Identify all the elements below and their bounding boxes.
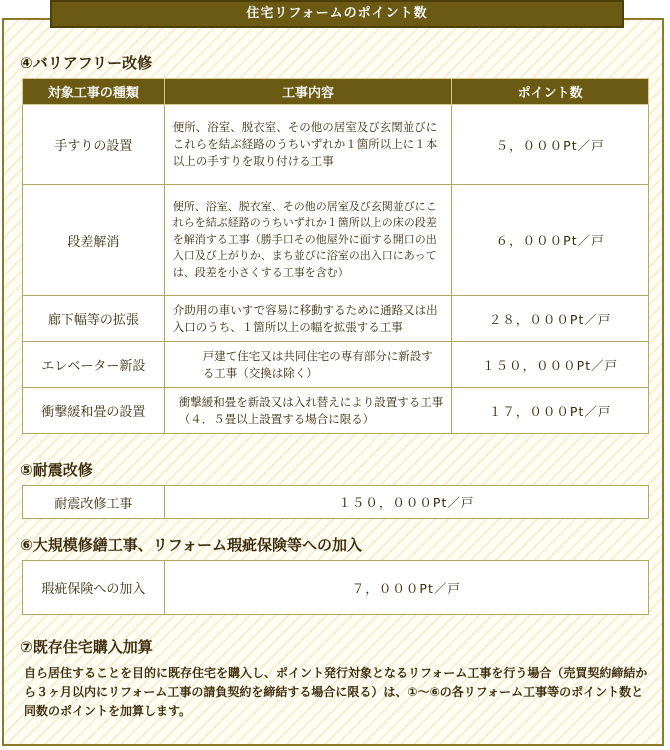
table-row	[23, 388, 649, 434]
work-type-name: エレベーター新設	[23, 342, 165, 388]
points-value: ７，０００Pt／戸	[164, 561, 648, 615]
section-heading-renovation-insurance: ⑥大規模修繕工事、リフォーム瑕疵保険等への加入	[20, 536, 362, 554]
work-description: 戸建て住宅又は共同住宅の専有部分に新設する工事（交換は除く）	[164, 342, 452, 388]
points-value: ６，０００Pt／戸	[452, 185, 649, 296]
work-description: 便所、浴室、脱衣室、その他の居室及び玄関並びにこれらを結ぶ経路のうちいずれか１箇所以上の床の段差を解消する工事（勝手口その他屋外に面する開口の出入口及び上がりか、まち並びに浴室の出入口にあっては、段差を小さくする工事を含む）	[164, 185, 452, 296]
column-header-type: 対象工事の種類	[23, 79, 165, 105]
work-description: 衝撃緩和畳を新設又は入れ替えにより設置する工事（４．５畳以上設置する場合に限る）	[164, 388, 452, 434]
page-title: 住宅リフォームのポイント数	[50, 0, 624, 28]
work-description: 介助用の車いすで容易に移動するために通路又は出入口のうち、１箇所以上の幅を拡張する工事	[164, 296, 452, 342]
points-value: １５０，０００Pt／戸	[164, 486, 648, 519]
work-description: 便所、浴室、脱衣室、その他の居室及び玄関並びにこれらを結ぶ経路のうちいずれか１箇所以上に１本以上の手すりを取り付ける工事	[164, 105, 452, 185]
points-value: １７，０００Pt／戸	[452, 388, 649, 434]
work-type-name: 廊下幅等の拡張	[23, 296, 165, 342]
column-header-points: ポイント数	[452, 79, 649, 105]
table-row	[23, 185, 649, 296]
section-heading-seismic: ⑤耐震改修	[20, 461, 93, 479]
table-row	[23, 561, 649, 615]
points-value: １５０，０００Pt／戸	[452, 342, 649, 388]
table-row	[23, 342, 649, 388]
seismic-table	[22, 485, 649, 519]
table-header-row	[23, 79, 649, 105]
work-type-name: 耐震改修工事	[23, 486, 165, 519]
existing-home-purchase-note: 自ら居住することを目的に既存住宅を購入し、ポイント発行対象となるリフォーム工事を行う場合（売買契約締結から３ヶ月以内にリフォーム工事の請負契約を締結する場合に限る）は、①～⑥の各リフォーム工事等のポイント数と同数のポイントを加算します。	[24, 666, 648, 718]
points-value: ２８，０００Pt／戸	[452, 296, 649, 342]
section-heading-existing-home-purchase: ⑦既存住宅購入加算	[20, 638, 153, 656]
section-heading-barrier-free: ④バリアフリー改修	[20, 54, 153, 72]
insurance-table	[22, 560, 649, 615]
table-row	[23, 105, 649, 185]
table-row	[23, 486, 649, 519]
points-value: ５，０００Pt／戸	[452, 105, 649, 185]
column-header-content: 工事内容	[164, 79, 452, 105]
work-type-name: 手すりの設置	[23, 105, 165, 185]
barrier-free-table	[22, 78, 649, 434]
work-type-name: 衝撃緩和畳の設置	[23, 388, 165, 434]
work-type-name: 瑕疵保険への加入	[23, 561, 165, 615]
table-row	[23, 296, 649, 342]
work-type-name: 段差解消	[23, 185, 165, 296]
